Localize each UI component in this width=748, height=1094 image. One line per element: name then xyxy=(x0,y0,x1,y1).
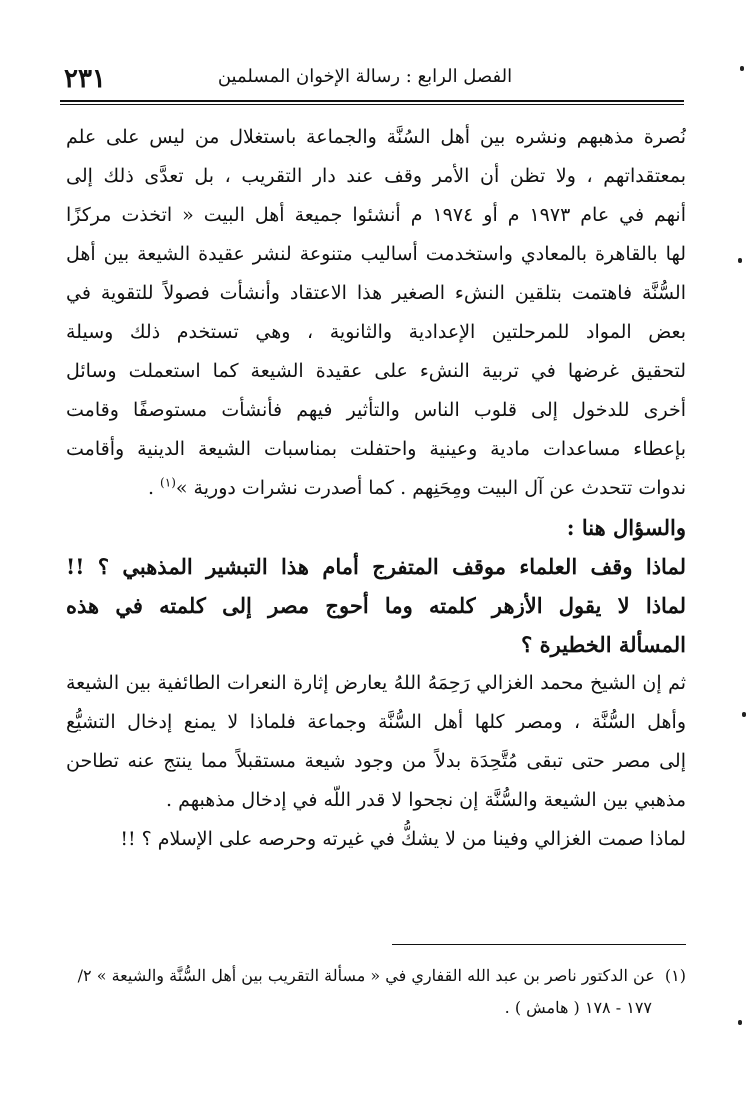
scan-speck xyxy=(738,258,742,263)
text-line-tail: . xyxy=(147,477,161,499)
footnote-separator xyxy=(392,944,686,945)
text-line: مذهبي بين الشيعة والسُّنَّة إن نجحوا لا قدر اللّه في إدخال مذهبهم . xyxy=(165,789,686,811)
text-line: لها بالقاهرة بالمعادي واستخدمت أساليب متنوعة لنشر عقيدة الشيعة بين أهل xyxy=(66,243,686,265)
text-line: بعض المواد للمرحلتين الإعدادية والثانوية ، وهي تستخدم ذلك وسيلة xyxy=(66,321,686,343)
text-line: السُّنَّة فاهتمت بتلقين النشء الصغير هذا الاعتقاد وأنشأت فصولاً للتقوية في xyxy=(66,282,686,304)
footnote-line: ١٧٧ - ١٧٨ ( هامش ) . xyxy=(504,998,652,1017)
text-line: بإعطاء مساعدات مادية وعينية واحتفلت بمناسبات الشيعة الدينية وأقامت xyxy=(66,438,686,460)
text-line: لماذا صمت الغزالي وفينا من لا يشكُّ في غيرته وحرصه على الإسلام ؟ !! xyxy=(120,828,686,850)
page-number: ٢٣١ xyxy=(64,64,106,94)
footnotes xyxy=(66,960,686,1024)
text-line: أخرى للدخول إلى قلوب الناس والتأثير فيهم فأنشأت مستوصفًا وقامت xyxy=(66,399,686,421)
text-line: ثم إن الشيخ محمد الغزالي رَحِمَهُ اللهُ يعارض إثارة النعرات الطائفية بين الشيعة xyxy=(66,672,686,694)
text-line: بمعتقداتهم ، ولا تظن أن الأمر وقف عند دار التقريب ، بل تعدَّى ذلك إلى xyxy=(66,165,686,187)
scan-speck xyxy=(740,66,744,71)
bold-question-line: لماذا وقف العلماء موقف المتفرج أمام هذا التبشير المذهبي ؟ !! xyxy=(66,554,686,579)
text-line: لتحقيق غرضها في تربية النشء على عقيدة الشيعة كما استعملت وسائل xyxy=(66,360,686,382)
question-heading: والسؤال هنا : xyxy=(566,515,686,540)
body-text xyxy=(66,118,686,859)
footnote-text: عن الدكتور ناصر بن عبد الله القفاري في « مسألة التقريب بين أهل السُّنَّة والشيعة » ٢/ xyxy=(77,966,655,985)
footnote-line xyxy=(66,960,686,992)
text-line: نُصرة مذهبهم ونشره بين أهل السُنَّة والجماعة باستغلال من ليس على علم xyxy=(66,126,686,148)
text-line-with-footnote xyxy=(66,469,686,508)
header-rule xyxy=(60,100,684,102)
bold-question-line: لماذا لا يقول الأزهر كلمته وما أحوج مصر إلى كلمته في هذه xyxy=(66,593,686,618)
scan-speck xyxy=(742,712,746,717)
text-line-content: ندوات تتحدث عن آل البيت ومِحَنِهم . كما أصدرت نشرات دورية » xyxy=(175,477,686,499)
footnote-marker: (١) xyxy=(160,475,176,490)
footnote-number: (١) xyxy=(664,966,686,985)
text-line: إلى مصر حتى تبقى مُتَّحِدَة بدلاً من وجود شيعة مستقبلاً مما ينتج عنه تطاحن xyxy=(66,750,686,772)
scan-speck xyxy=(738,1020,742,1025)
text-line: وأهل السُّنَّة ، ومصر كلها أهل السُّنَّة وجماعة فلماذا لا يمنع إدخال التشيُّع xyxy=(66,711,686,733)
bold-question-line: المسألة الخطيرة ؟ xyxy=(521,632,686,657)
running-header-title: الفصل الرابع : رسالة الإخوان المسلمين xyxy=(217,65,513,87)
header-rule-thin xyxy=(60,104,684,105)
text-line: أنهم في عام ١٩٧٣ م أو ١٩٧٤ م أنشئوا جميعة أهل البيت « اتخذت مركزًا xyxy=(66,204,686,226)
